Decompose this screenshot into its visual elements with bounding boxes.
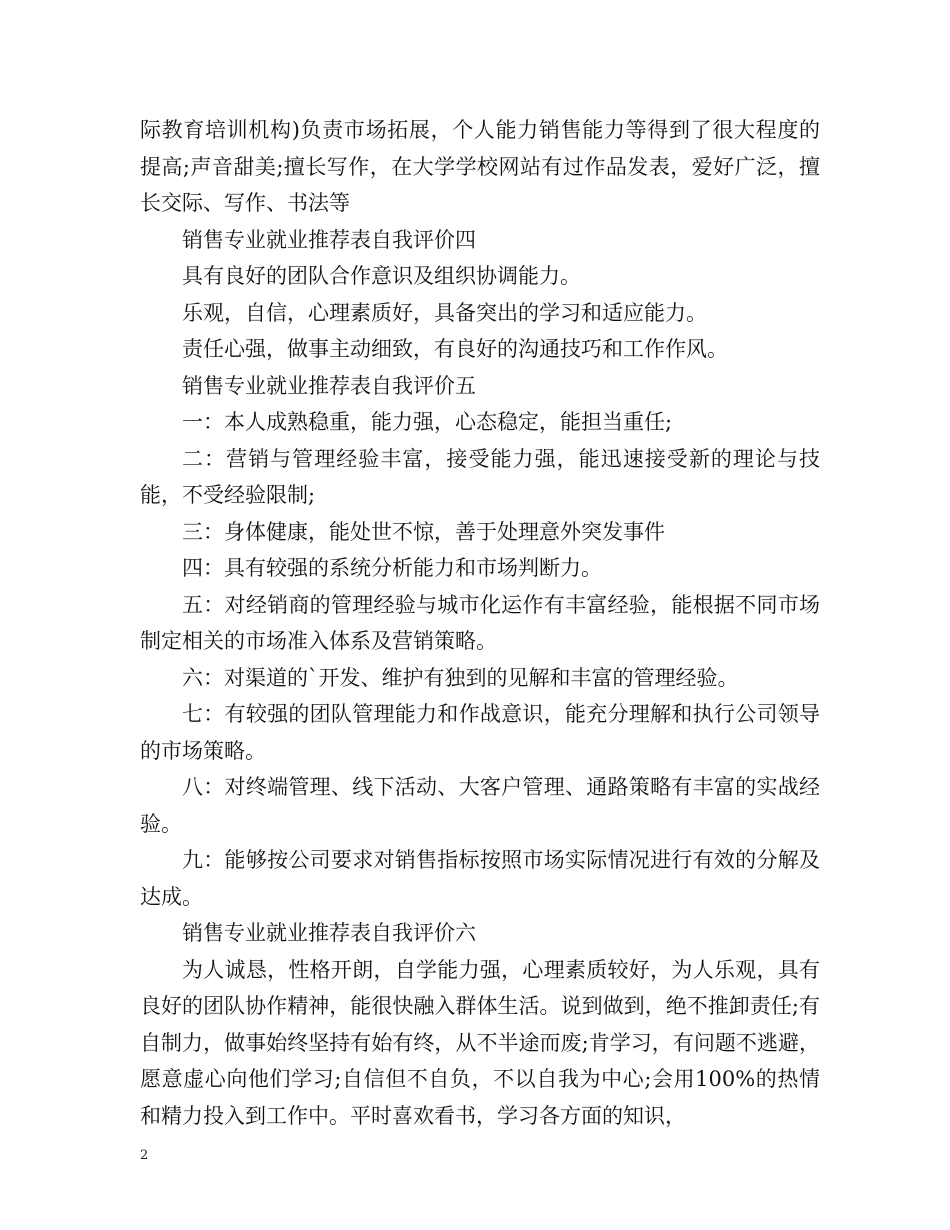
- paragraph: 责任心强，做事主动细致，有良好的沟通技巧和工作作风。: [182, 337, 728, 361]
- page-number: 2: [140, 1148, 149, 1163]
- list-item-eight: 八：对终端管理、线下活动、大客户管理、通路策略有丰富的实战经验。: [140, 775, 820, 836]
- list-item-four: 四：具有较强的系统分析能力和市场判断力。: [182, 556, 602, 580]
- document-body: [140, 112, 820, 1134]
- section-heading-evaluation-six: 销售专业就业推荐表自我评价六: [182, 921, 476, 945]
- list-item-six: 六：对渠道的`开发、维护有独到的见解和丰富的管理经验。: [182, 665, 739, 690]
- paragraph: 具有良好的团队合作意识及组织协调能力。: [182, 264, 581, 288]
- paragraph-continuation: 际教育培训机构)负责市场拓展，个人能力销售能力等得到了很大程度的提高;声音甜美;擅长写作，在大学学校网站有过作品发表，爱好广泛，擅长交际、写作、书法等: [140, 118, 820, 215]
- list-item-one: 一：本人成熟稳重，能力强，心态稳定，能担当重任;: [182, 410, 673, 434]
- paragraph: 为人诚恳，性格开朗，自学能力强，心理素质较好，为人乐观，具有良好的团队协作精神，能很快融入群体生活。说到做到，绝不推卸责任;有自制力，做事始终坚持有始有终，从不半途而废;肯学习，有问题不逃避，愿意虚心向他们学习;自信但不自负，不以自我为中心;会用100%的热情和精力投入到工作中。平时喜欢看书，学习各方面的知识，: [140, 957, 820, 1128]
- list-item-two: 二：营销与管理经验丰富，接受能力强，能迅速接受新的理论与技能，不受经验限制;: [140, 446, 820, 507]
- list-item-nine: 九：能够按公司要求对销售指标按照市场实际情况进行有效的分解及达成。: [140, 848, 820, 909]
- section-heading-evaluation-four: 销售专业就业推荐表自我评价四: [182, 227, 476, 252]
- list-item-five: 五：对经销商的管理经验与城市化运作有丰富经验，能根据不同市场制定相关的市场准入体系及营销策略。: [140, 592, 820, 653]
- list-item-seven: 七：有较强的团队管理能力和作战意识，能充分理解和执行公司领导的市场策略。: [140, 702, 820, 763]
- list-item-three: 三：身体健康，能处世不惊，善于处理意外突发事件: [182, 519, 665, 544]
- paragraph: 乐观，自信，心理素质好，具备突出的学习和适应能力。: [182, 300, 707, 325]
- section-heading-evaluation-five: 销售专业就业推荐表自我评价五: [182, 373, 476, 398]
